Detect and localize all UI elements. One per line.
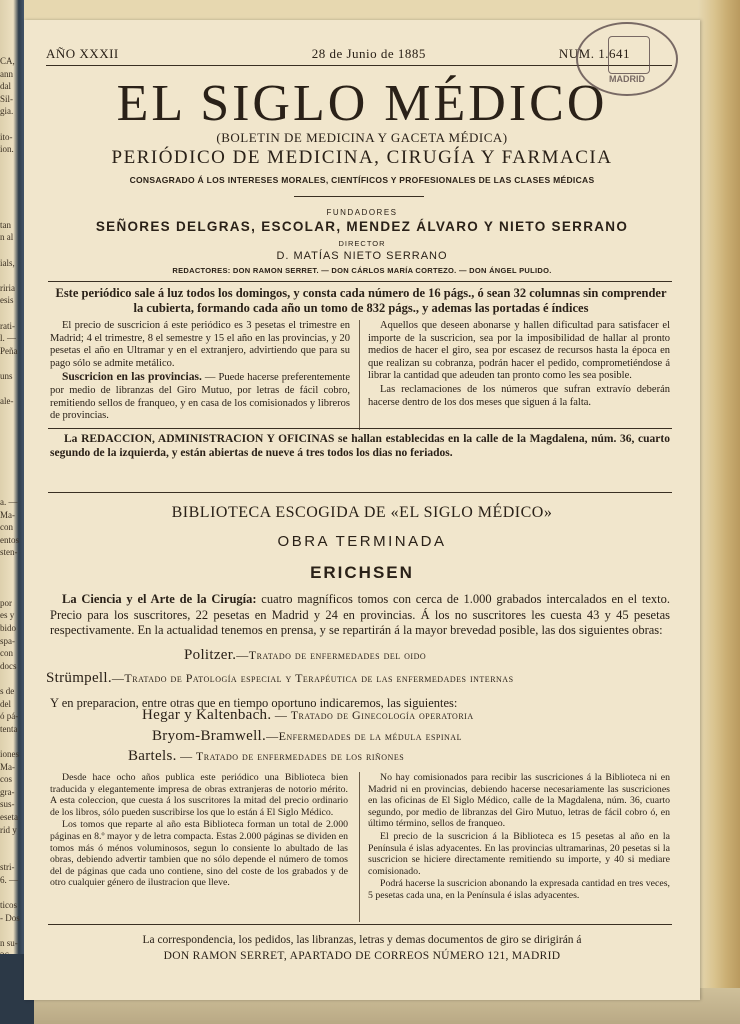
- divider: [48, 492, 672, 493]
- edge-text-fragment: por: [0, 597, 12, 608]
- divider: [294, 196, 424, 197]
- stamp-label: MADRID: [609, 74, 645, 84]
- claims-text: Las reclamaciones de los números que sufran extravío deberán hacerse dentro de los dos meses que siguen á la falta.: [368, 383, 670, 408]
- edge-text-fragment: stri-: [0, 862, 15, 873]
- edge-text-fragment: esis: [0, 295, 14, 306]
- issue-year: AÑO XXXII: [46, 46, 119, 61]
- subscription-column-left: [50, 320, 350, 424]
- edge-text-fragment: bido: [0, 623, 17, 633]
- edge-text-fragment: ion.: [0, 144, 14, 155]
- edge-text-fragment: n su-: [0, 938, 18, 948]
- library-column-right: [368, 772, 670, 903]
- correspondence-address: DON RAMON SERRET, APARTADO DE CORREOS NÚMERO 121, MADRID: [163, 950, 561, 962]
- edge-text-fragment: cos: [0, 774, 12, 785]
- edge-text-fragment: CA,: [0, 56, 15, 66]
- library-agents-text: No hay comisionados para recibir las suscriciones á la Biblioteca ni en Madrid ni en provincias, debiendo hacerse necesariamente las suscriciones en las oficinas de El Siglo Médico, calle de la Magdalena, núm. 36, cuarto segundo, por medio de libranzas del Giro Mutuo, letras de fácil cobro ó, en último término, sellos de franqueo.: [368, 772, 670, 830]
- edge-text-fragment: ó pá-: [0, 711, 19, 722]
- edge-text-fragment: docs: [0, 660, 17, 671]
- edge-text-fragment: gra-: [0, 786, 15, 797]
- page-stack-edge: [698, 0, 740, 1024]
- edge-text-fragment: es y: [0, 610, 15, 621]
- divider: [48, 924, 672, 925]
- edge-text-fragment: del: [0, 698, 11, 709]
- library-status: OBRA TERMINADA: [277, 533, 447, 550]
- edge-text-fragment: s de: [0, 686, 15, 696]
- library-description: La Ciencia y el Arte de la Cirugía: cuatro magníficos tomos con cerca de 1.000 grabados intercalados en el texto. Precio para los suscritores, 22 pesetas en Madrid y 24 en provincias. Á los no suscritores les cuesta 43 y 45 pesetas respectivamente. En la actualidad tenemos en prensa, y se repartirán á la mayor brevedad posible, las dos siguientes obras:: [50, 592, 670, 637]
- edge-text-fragment: spa-: [0, 635, 15, 646]
- edge-text-fragment: uns: [0, 371, 13, 381]
- founders-label: FUNDADORES: [326, 208, 398, 217]
- edge-text-fragment: ticos: [0, 900, 17, 911]
- edge-text-fragment: sten-: [0, 547, 18, 558]
- edge-text-fragment: ale-: [0, 396, 14, 407]
- newspaper-page: [24, 20, 700, 1000]
- masthead-dedication: CONSAGRADO Á LOS INTERESES MORALES, CIENTÍFICOS Y PROFESIONALES DE LAS CLASES MÉDICAS: [129, 175, 595, 185]
- edge-text-fragment: Ma-: [0, 509, 15, 520]
- edge-text-fragment: - Dos: [0, 912, 20, 923]
- edge-text-fragment: rati-: [0, 320, 15, 331]
- edge-text-fragment: Peña: [0, 345, 18, 356]
- work-politzer: Politzer.—Tratado de enfermedades del oido: [184, 647, 427, 663]
- subscription-column-right: [368, 320, 670, 410]
- divider: [48, 281, 672, 282]
- edge-text-fragment: ann: [0, 68, 13, 79]
- edge-text-fragment: entos: [0, 534, 19, 545]
- edge-text-fragment: tan: [0, 219, 11, 230]
- library-title: BIBLIOTECA ESCOGIDA DE «EL SIGLO MÉDICO»: [171, 504, 553, 521]
- edge-text-fragment: 6. —: [0, 875, 18, 885]
- edge-text-fragment: tenta: [0, 723, 18, 734]
- column-divider: [359, 320, 360, 430]
- edge-text-fragment: iones: [0, 749, 19, 759]
- edge-text-fragment: dal: [0, 81, 11, 92]
- library-price-text: El precio de la suscricion á la Biblioteca es 15 pesetas al año en la Península é islas adyacentes. En las provincias ultramarinas, 20 pesetas si la suscricion se hiciere directamente remitiendo su importe, y 40 si mediare comisionado.: [368, 830, 670, 877]
- publication-notice: Este periódico sale á luz todos los domingos, y consta cada número de 16 págs., ó sean 32 columnas sin comprender la cubierta, formando cada año un tomo de 832 págs., y ademas las portadas é índices: [55, 286, 667, 315]
- edge-text-fragment: ials,: [0, 257, 15, 268]
- edge-text-fragment: con: [0, 648, 13, 659]
- edge-text-fragment: con: [0, 522, 13, 533]
- payment-difficulty-text: Aquellos que deseen abonarse y hallen dificultad para satisfacer el importe de la suscricion, sea por la imposibilidad de hallar al pronto medios de hacer el giro, sea por escasez de recursos hasta la época en que realizan su cobranza, podrán hacer el pedido, comprometiéndose á librar la cantidad que adeuden tan pronto como les sea posible.: [368, 320, 670, 382]
- correspondence-text: La correspondencia, los pedidos, las libranzas, letras y demas documentos de giro se dirigirán á: [142, 934, 582, 946]
- column-divider: [359, 772, 360, 922]
- edge-text-fragment: ito-: [0, 131, 13, 142]
- previous-page-edge: [0, 0, 24, 1024]
- crest-icon: [608, 36, 650, 74]
- director-name: D. MATÍAS NIETO SERRANO: [276, 250, 448, 262]
- issue-date: 28 de Junio de 1885: [311, 46, 426, 61]
- edge-text-fragment: gia.: [0, 106, 14, 117]
- edge-text-fragment: Sil-: [0, 93, 14, 104]
- edge-text-fragment: rid y: [0, 824, 17, 835]
- edge-text-fragment: Ma-: [0, 761, 15, 772]
- editors-line: REDACTORES: DON RAMON SERRET. — DON CÁRLOS MARÍA CORTEZO. — DON ÁNGEL PULIDO.: [172, 266, 552, 275]
- library-installments-text: Podrá hacerse la suscricion abonando la expresada cantidad en tres veces, 5 pesetas cada una, en la Península é islas adyacentes.: [368, 878, 670, 901]
- work-bartels: Bartels. — Tratado de enfermedades de los riñones: [128, 748, 405, 764]
- administration-notice: La REDACCION, ADMINISTRACION Y OFICINAS se hallan establecidas en la calle de la Magdalena, núm. 36, cuarto segundo de la izquierda, y están abiertas de nueve á tres todos los dias no feriados.: [50, 433, 670, 459]
- masthead-title: EL SIGLO MÉDICO: [116, 75, 608, 132]
- work-hegar: Hegar y Kaltenbach. — Tratado de Ginecología operatoria: [142, 707, 474, 723]
- work-strumpell: Strümpell.—Tratado de Patología especial y Terapéutica de las enfermedades internas: [46, 670, 514, 686]
- provinces-text: Suscricion en las provincias. — Puede hacerse preferentemente por medio de libranzas del Giro Mutuo, por letras de fácil cobro, remitiendo sellos de franqueo, y en casa de los comisionados y libreros de provincias.: [50, 371, 350, 422]
- edge-text-fragment: l. —: [0, 333, 17, 344]
- issue-number: NUM. 1.641: [558, 46, 630, 61]
- library-author: ERICHSEN: [310, 563, 414, 582]
- edge-text-fragment: riria: [0, 282, 15, 293]
- library-volumes-text: Los tomos que reparte al año esta Biblioteca forman un total de 2.000 páginas en 8.º mayor y de letra compacta. Estas 2.000 páginas se dividen en tomos más ó ménos voluminosos, segun lo consiente lo abultado de las obras, debiendo advertir tambien que no sólo depende el número de tomos del de páginas que cada uno contiene, sino del coste de los grabados y de otro cualquier género de ilustracion que lleve.: [50, 819, 348, 889]
- library-column-left: [50, 772, 348, 890]
- masthead-subtitle: (BOLETIN DE MEDICINA Y GACETA MÉDICA): [216, 130, 508, 145]
- divider: [48, 428, 672, 429]
- edge-text-fragment: eseta: [0, 812, 18, 822]
- founders-names: SEÑORES DELGRAS, ESCOLAR, MENDEZ ÁLVARO Y NIETO SERRANO: [95, 219, 629, 234]
- work-bramwell: Bryom-Bramwell.—Enfermedades de la médula espinal: [152, 728, 462, 744]
- subscription-price-text: El precio de suscricion á este periódico es 3 pesetas el trimestre en Madrid; 4 el trimestre, 8 el semestre y 15 el año en las provincias, y 20 pesetas el año en Ultramar y en el extranjero, advirtiendo que para su pago sólo se admite metálico.: [50, 320, 350, 369]
- masthead-tagline: PERIÓDICO DE MEDICINA, CIRUGÍA Y FARMACIA: [111, 147, 613, 168]
- edge-text-fragment: sus-: [0, 799, 15, 810]
- edge-text-fragment: a. —: [0, 497, 18, 507]
- director-label: DIRECTOR: [338, 239, 386, 248]
- edge-text-fragment: n al: [0, 232, 14, 243]
- library-intro-text: Desde hace ocho años publica este periódico una Biblioteca bien traducida y elegantemente impresa de obras extranjeras de notorio mérito. A esta coleccion, que cuesta á los suscritores la mitad del precio ordinario de los libros, sólo pueden suscribirse los que lo están á El Siglo Médico.: [50, 772, 348, 818]
- in-preparation-text: Y en preparacion, entre otras que en tiempo oportuno indicaremos, las siguientes:: [50, 696, 458, 710]
